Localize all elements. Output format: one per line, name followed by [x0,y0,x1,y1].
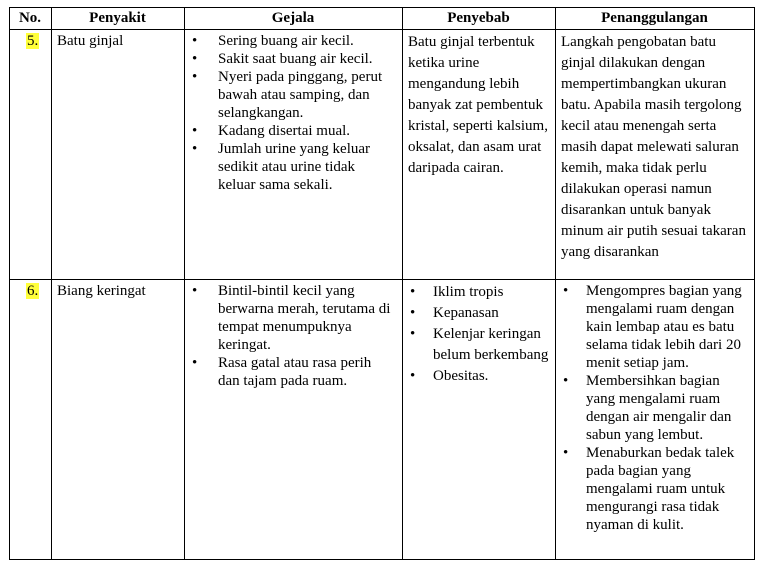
list-item: • Bintil-bintil kecil yang berwarna merah, terutama di tempat menumpuknya keringat. [190,282,396,354]
list-item: • Membersihkan bagian yang mengalami ruam dengan air mengalir dan sabun yang lembut. [561,372,748,444]
row-number: 6. [27,283,39,299]
treatment-text: Langkah pengobatan batu ginjal dilakukan dengan mempertimbangkan ukuran batu. Apabila masih tergolong kecil atau menengah serta masih dapat melewati saluran kemih, maka tidak perlu dilakukan operasi namun disarankan untuk banyak minum air putih sesuai takaran yang disarankan [556,30,755,280]
list-item: • Kadang disertai mual. [190,122,396,140]
row-number: 5. [27,33,39,49]
list-item: • Mengompres bagian yang mengalami ruam dengan kain lembap atau es batu selama tidak lebih dari 20 menit setiap jam. [561,282,748,372]
symptoms-list [190,282,396,390]
header-no: No. [10,8,52,30]
table-row [10,30,755,280]
list-item: • Kelenjar keringan belum berkembang [408,324,549,366]
cause-text: Batu ginjal terbentuk ketika urine mengandung lebih banyak zat pembentuk kristal, seperti kalsium, oksalat, dan asam urat daripada cairan. [403,30,556,280]
list-item: • Rasa gatal atau rasa perih dan tajam pada ruam. [190,354,396,390]
list-item: • Sering buang air kecil. [190,32,396,50]
cause-cell [403,280,556,560]
table-row [10,280,755,560]
header-penanggulangan: Penanggulangan [556,8,755,30]
row-number-cell [10,280,52,560]
list-item: • Nyeri pada pinggang, perut bawah atau samping, dan selangkangan. [190,68,396,122]
row-number-cell [10,30,52,280]
list-item: • Iklim tropis [408,282,549,303]
list-item: • Menaburkan bedak talek pada bagian yang mengalami ruam untuk mengurangi rasa tidak nyaman di kulit. [561,444,748,534]
disease-table [9,7,755,560]
header-penyebab: Penyebab [403,8,556,30]
symptoms-list [190,32,396,194]
list-item: • Obesitas. [408,366,549,387]
cause-list [408,282,549,387]
treatment-cell [556,280,755,560]
list-item: • Jumlah urine yang keluar sedikit atau urine tidak keluar sama sekali. [190,140,396,194]
table-header-row [10,8,755,30]
header-gejala: Gejala [185,8,403,30]
disease-name: Batu ginjal [52,30,185,280]
disease-name: Biang keringat [52,280,185,560]
treatment-list [561,282,748,534]
list-item: • Sakit saat buang air kecil. [190,50,396,68]
header-penyakit: Penyakit [52,8,185,30]
list-item: • Kepanasan [408,303,549,324]
symptoms-cell [185,280,403,560]
symptoms-cell [185,30,403,280]
